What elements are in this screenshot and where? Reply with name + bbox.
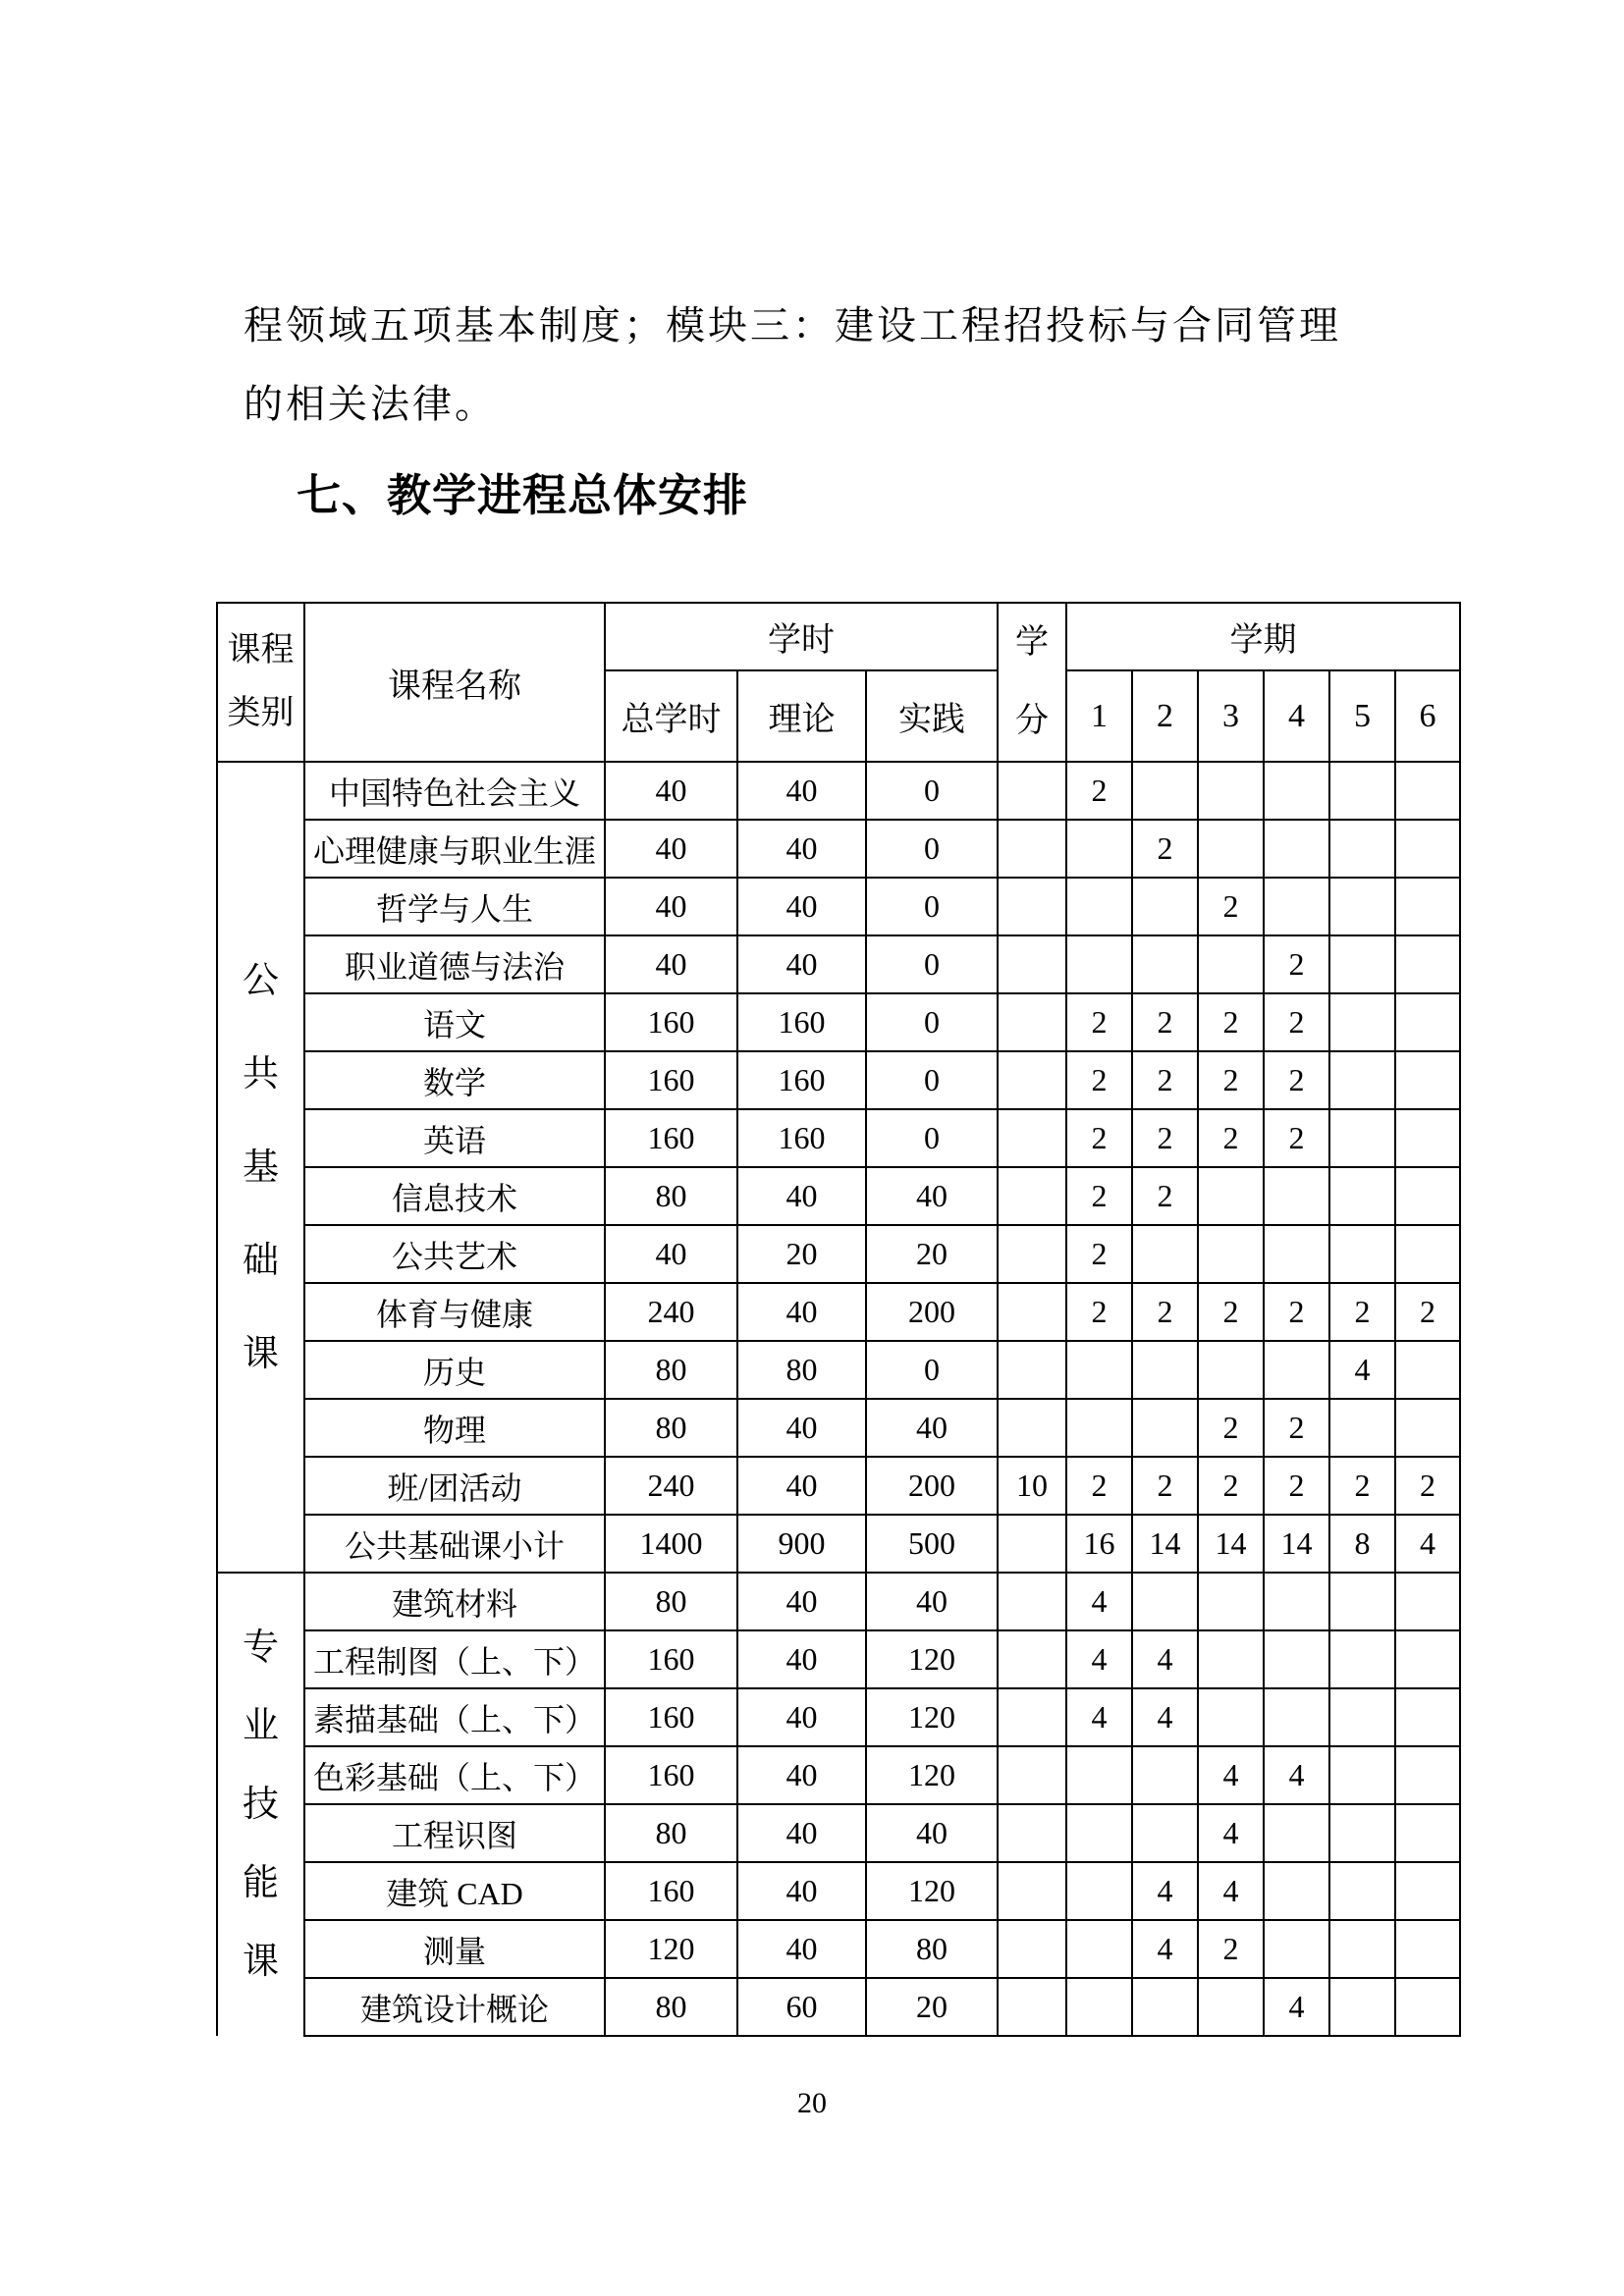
semester-3-cell: [1198, 1630, 1264, 1688]
table-row: [217, 1920, 1460, 1978]
header-credits: 学分: [998, 603, 1066, 762]
semester-6-cell: [1395, 1109, 1460, 1167]
semester-5-cell: [1329, 1573, 1395, 1630]
header-semester-2: 2: [1132, 670, 1198, 762]
semester-2-cell: 2: [1132, 1457, 1198, 1515]
table-row: [217, 878, 1460, 935]
course-name-cell: 公共艺术: [304, 1225, 605, 1283]
credits-cell: [998, 1862, 1066, 1920]
table-row: [217, 1225, 1460, 1283]
credits-cell: [998, 1573, 1066, 1630]
practice-hours-cell: 40: [866, 1804, 998, 1862]
practice-hours-cell: 0: [866, 1051, 998, 1109]
semester-4-cell: 2: [1264, 1399, 1329, 1457]
semester-6-cell: 4: [1395, 1515, 1460, 1573]
credits-cell: [998, 1341, 1066, 1399]
semester-3-cell: [1198, 1978, 1264, 2036]
header-hours: 学时: [605, 603, 998, 670]
practice-hours-cell: 0: [866, 820, 998, 878]
semester-3-cell: 2: [1198, 1109, 1264, 1167]
semester-2-cell: 2: [1132, 1109, 1198, 1167]
credits-cell: [998, 1630, 1066, 1688]
total-hours-cell: 160: [605, 1630, 737, 1688]
semester-2-cell: [1132, 1399, 1198, 1457]
semester-6-cell: 2: [1395, 1457, 1460, 1515]
table-row: [217, 1283, 1460, 1341]
semester-6-cell: [1395, 1167, 1460, 1225]
semester-6-cell: [1395, 1341, 1460, 1399]
semester-6-cell: [1395, 1862, 1460, 1920]
semester-3-cell: 14: [1198, 1515, 1264, 1573]
header-semester-5: 5: [1329, 670, 1395, 762]
semester-4-cell: [1264, 1573, 1329, 1630]
semester-4-cell: [1264, 1167, 1329, 1225]
semester-5-cell: [1329, 820, 1395, 878]
table-row: [217, 1573, 1460, 1630]
semester-5-cell: 2: [1329, 1283, 1395, 1341]
semester-4-cell: 2: [1264, 1283, 1329, 1341]
semester-5-cell: [1329, 762, 1395, 820]
semester-3-cell: 4: [1198, 1862, 1264, 1920]
course-name-cell: 英语: [304, 1109, 605, 1167]
semester-6-cell: [1395, 1746, 1460, 1804]
total-hours-cell: 160: [605, 1688, 737, 1746]
semester-3-cell: 2: [1198, 1399, 1264, 1457]
semester-6-cell: [1395, 1573, 1460, 1630]
total-hours-cell: 80: [605, 1804, 737, 1862]
semester-3-cell: 2: [1198, 1457, 1264, 1515]
semester-1-cell: [1066, 1804, 1132, 1862]
semester-1-cell: 4: [1066, 1573, 1132, 1630]
total-hours-cell: 80: [605, 1399, 737, 1457]
theory-hours-cell: 40: [737, 1399, 866, 1457]
practice-hours-cell: 120: [866, 1688, 998, 1746]
theory-hours-cell: 40: [737, 1457, 866, 1515]
course-name-cell: 公共基础课小计: [304, 1515, 605, 1573]
header-semester-1: 1: [1066, 670, 1132, 762]
table-row: [217, 1978, 1460, 2036]
total-hours-cell: 80: [605, 1573, 737, 1630]
course-name-cell: 语文: [304, 993, 605, 1051]
semester-4-cell: [1264, 1341, 1329, 1399]
semester-2-cell: [1132, 935, 1198, 993]
semester-1-cell: 2: [1066, 1225, 1132, 1283]
semester-6-cell: [1395, 1399, 1460, 1457]
table-row: [217, 762, 1460, 820]
semester-3-cell: 2: [1198, 1051, 1264, 1109]
credits-cell: [998, 1225, 1066, 1283]
semester-1-cell: 2: [1066, 762, 1132, 820]
practice-hours-cell: 80: [866, 1920, 998, 1978]
header-theory: 理论: [737, 670, 866, 762]
theory-hours-cell: 40: [737, 762, 866, 820]
theory-hours-cell: 40: [737, 820, 866, 878]
semester-2-cell: 2: [1132, 820, 1198, 878]
semester-4-cell: 2: [1264, 1457, 1329, 1515]
semester-4-cell: [1264, 820, 1329, 878]
course-name-cell: 班/团活动: [304, 1457, 605, 1515]
course-name-cell: 建筑材料: [304, 1573, 605, 1630]
semester-6-cell: [1395, 762, 1460, 820]
semester-3-cell: 4: [1198, 1746, 1264, 1804]
credits-cell: [998, 1283, 1066, 1341]
semester-3-cell: [1198, 1573, 1264, 1630]
semester-5-cell: [1329, 878, 1395, 935]
credits-cell: [998, 1688, 1066, 1746]
practice-hours-cell: 120: [866, 1862, 998, 1920]
course-name-cell: 色彩基础（上、下）: [304, 1746, 605, 1804]
semester-6-cell: [1395, 1688, 1460, 1746]
semester-6-cell: [1395, 1978, 1460, 2036]
semester-5-cell: [1329, 1862, 1395, 1920]
table-row: [217, 935, 1460, 993]
semester-1-cell: [1066, 1978, 1132, 2036]
semester-1-cell: [1066, 935, 1132, 993]
course-name-cell: 素描基础（上、下）: [304, 1688, 605, 1746]
table-row: [217, 1109, 1460, 1167]
total-hours-cell: 40: [605, 820, 737, 878]
practice-hours-cell: 40: [866, 1167, 998, 1225]
total-hours-cell: 80: [605, 1341, 737, 1399]
semester-5-cell: [1329, 1746, 1395, 1804]
semester-1-cell: 2: [1066, 1109, 1132, 1167]
semester-6-cell: [1395, 993, 1460, 1051]
practice-hours-cell: 200: [866, 1457, 998, 1515]
table-row: [217, 1862, 1460, 1920]
semester-5-cell: [1329, 1920, 1395, 1978]
total-hours-cell: 40: [605, 878, 737, 935]
course-table-body: [217, 762, 1460, 2036]
semester-4-cell: 4: [1264, 1746, 1329, 1804]
semester-1-cell: 2: [1066, 993, 1132, 1051]
total-hours-cell: 160: [605, 1109, 737, 1167]
semester-4-cell: [1264, 1804, 1329, 1862]
semester-4-cell: [1264, 762, 1329, 820]
course-name-cell: 建筑 CAD: [304, 1862, 605, 1920]
semester-1-cell: [1066, 1341, 1132, 1399]
semester-2-cell: [1132, 1573, 1198, 1630]
semester-5-cell: [1329, 1804, 1395, 1862]
semester-3-cell: 2: [1198, 1283, 1264, 1341]
semester-5-cell: [1329, 1630, 1395, 1688]
total-hours-cell: 240: [605, 1283, 737, 1341]
semester-2-cell: [1132, 1746, 1198, 1804]
section-heading: 七、教学进程总体安排: [297, 470, 749, 520]
semester-4-cell: [1264, 1630, 1329, 1688]
table-row: [217, 1515, 1460, 1573]
table-row: [217, 993, 1460, 1051]
paragraph-line: 程领域五项基本制度；模块三：建设工程招投标与合同管理: [244, 303, 1341, 347]
header-course-name: 课程名称: [304, 603, 605, 762]
semester-4-cell: 2: [1264, 1109, 1329, 1167]
semester-6-cell: [1395, 935, 1460, 993]
header-course-category: 课程类别: [217, 603, 304, 762]
semester-2-cell: [1132, 878, 1198, 935]
credits-cell: [998, 878, 1066, 935]
semester-1-cell: 2: [1066, 1167, 1132, 1225]
semester-6-cell: [1395, 1920, 1460, 1978]
semester-3-cell: 2: [1198, 993, 1264, 1051]
course-name-cell: 工程制图（上、下）: [304, 1630, 605, 1688]
credits-cell: [998, 1051, 1066, 1109]
semester-5-cell: [1329, 1688, 1395, 1746]
semester-1-cell: 2: [1066, 1457, 1132, 1515]
semester-4-cell: [1264, 1862, 1329, 1920]
table-row: [217, 1167, 1460, 1225]
semester-2-cell: [1132, 1978, 1198, 2036]
credits-cell: [998, 762, 1066, 820]
semester-3-cell: [1198, 935, 1264, 993]
theory-hours-cell: 40: [737, 878, 866, 935]
credits-cell: [998, 1804, 1066, 1862]
credits-cell: 10: [998, 1457, 1066, 1515]
theory-hours-cell: 40: [737, 1920, 866, 1978]
header-semester-3: 3: [1198, 670, 1264, 762]
total-hours-cell: 160: [605, 1862, 737, 1920]
course-name-cell: 测量: [304, 1920, 605, 1978]
practice-hours-cell: 200: [866, 1283, 998, 1341]
total-hours-cell: 240: [605, 1457, 737, 1515]
header-semester-4: 4: [1264, 670, 1329, 762]
semester-2-cell: 2: [1132, 993, 1198, 1051]
paragraph-line: 的相关法律。: [244, 382, 497, 426]
credits-cell: [998, 1920, 1066, 1978]
total-hours-cell: 80: [605, 1167, 737, 1225]
theory-hours-cell: 40: [737, 1862, 866, 1920]
semester-1-cell: [1066, 1920, 1132, 1978]
semester-1-cell: [1066, 878, 1132, 935]
course-name-cell: 工程识图: [304, 1804, 605, 1862]
semester-1-cell: [1066, 1399, 1132, 1457]
page-number: 20: [797, 2087, 827, 2119]
semester-5-cell: [1329, 935, 1395, 993]
semester-5-cell: [1329, 1167, 1395, 1225]
theory-hours-cell: 40: [737, 1688, 866, 1746]
category-cell: [217, 1573, 304, 2036]
theory-hours-cell: 900: [737, 1515, 866, 1573]
semester-3-cell: [1198, 1225, 1264, 1283]
semester-1-cell: 2: [1066, 1283, 1132, 1341]
practice-hours-cell: 40: [866, 1399, 998, 1457]
semester-5-cell: [1329, 1399, 1395, 1457]
curriculum-table: [216, 602, 1461, 2037]
total-hours-cell: 1400: [605, 1515, 737, 1573]
semester-1-cell: 2: [1066, 1051, 1132, 1109]
credits-cell: [998, 1109, 1066, 1167]
theory-hours-cell: 40: [737, 1167, 866, 1225]
practice-hours-cell: 120: [866, 1746, 998, 1804]
practice-hours-cell: 0: [866, 935, 998, 993]
credits-cell: [998, 1399, 1066, 1457]
total-hours-cell: 40: [605, 762, 737, 820]
semester-2-cell: 4: [1132, 1920, 1198, 1978]
theory-hours-cell: 40: [737, 1573, 866, 1630]
credits-cell: [998, 820, 1066, 878]
semester-2-cell: [1132, 1225, 1198, 1283]
course-name-cell: 心理健康与职业生涯: [304, 820, 605, 878]
semester-1-cell: 4: [1066, 1630, 1132, 1688]
course-name-cell: 信息技术: [304, 1167, 605, 1225]
semester-3-cell: [1198, 762, 1264, 820]
semester-1-cell: 4: [1066, 1688, 1132, 1746]
theory-hours-cell: 40: [737, 1804, 866, 1862]
course-name-cell: 体育与健康: [304, 1283, 605, 1341]
semester-5-cell: [1329, 1978, 1395, 2036]
semester-3-cell: [1198, 1688, 1264, 1746]
practice-hours-cell: 0: [866, 1109, 998, 1167]
practice-hours-cell: 0: [866, 878, 998, 935]
credits-cell: [998, 1515, 1066, 1573]
semester-1-cell: [1066, 820, 1132, 878]
practice-hours-cell: 0: [866, 1341, 998, 1399]
semester-4-cell: 2: [1264, 1051, 1329, 1109]
theory-hours-cell: 160: [737, 993, 866, 1051]
theory-hours-cell: 80: [737, 1341, 866, 1399]
semester-3-cell: 2: [1198, 878, 1264, 935]
credits-cell: [998, 1167, 1066, 1225]
table-row: [217, 1746, 1460, 1804]
semester-4-cell: 2: [1264, 993, 1329, 1051]
practice-hours-cell: 20: [866, 1978, 998, 2036]
header-semester-6: 6: [1395, 670, 1460, 762]
semester-2-cell: 4: [1132, 1688, 1198, 1746]
semester-6-cell: [1395, 1051, 1460, 1109]
table-row: [217, 1399, 1460, 1457]
course-name-cell: 建筑设计概论: [304, 1978, 605, 2036]
practice-hours-cell: 0: [866, 993, 998, 1051]
total-hours-cell: 120: [605, 1920, 737, 1978]
semester-1-cell: 16: [1066, 1515, 1132, 1573]
semester-5-cell: [1329, 1051, 1395, 1109]
practice-hours-cell: 40: [866, 1573, 998, 1630]
total-hours-cell: 80: [605, 1978, 737, 2036]
semester-3-cell: [1198, 1167, 1264, 1225]
course-name-cell: 中国特色社会主义: [304, 762, 605, 820]
course-name-cell: 哲学与人生: [304, 878, 605, 935]
header-practice: 实践: [866, 670, 998, 762]
table-row: [217, 1457, 1460, 1515]
semester-5-cell: [1329, 1109, 1395, 1167]
semester-5-cell: 4: [1329, 1341, 1395, 1399]
category-cell: [217, 762, 304, 1573]
semester-2-cell: 2: [1132, 1051, 1198, 1109]
total-hours-cell: 40: [605, 1225, 737, 1283]
semester-6-cell: [1395, 1630, 1460, 1688]
semester-3-cell: [1198, 1341, 1264, 1399]
credits-cell: [998, 993, 1066, 1051]
practice-hours-cell: 120: [866, 1630, 998, 1688]
semester-2-cell: 4: [1132, 1862, 1198, 1920]
semester-5-cell: [1329, 993, 1395, 1051]
credits-cell: [998, 935, 1066, 993]
practice-hours-cell: 20: [866, 1225, 998, 1283]
semester-4-cell: 14: [1264, 1515, 1329, 1573]
semester-2-cell: 14: [1132, 1515, 1198, 1573]
semester-6-cell: [1395, 878, 1460, 935]
semester-6-cell: [1395, 1804, 1460, 1862]
table-row: [217, 1688, 1460, 1746]
theory-hours-cell: 40: [737, 1283, 866, 1341]
credits-cell: [998, 1746, 1066, 1804]
semester-6-cell: 2: [1395, 1283, 1460, 1341]
header-total-hours: 总学时: [605, 670, 737, 762]
semester-4-cell: [1264, 1225, 1329, 1283]
semester-1-cell: [1066, 1862, 1132, 1920]
theory-hours-cell: 160: [737, 1109, 866, 1167]
header-row-1: [217, 603, 1460, 670]
body-paragraph: [244, 287, 1412, 444]
semester-2-cell: 2: [1132, 1167, 1198, 1225]
total-hours-cell: 160: [605, 1051, 737, 1109]
table-row: [217, 1341, 1460, 1399]
semester-2-cell: 4: [1132, 1630, 1198, 1688]
theory-hours-cell: 40: [737, 1630, 866, 1688]
table-row: [217, 820, 1460, 878]
theory-hours-cell: 40: [737, 1746, 866, 1804]
semester-5-cell: [1329, 1225, 1395, 1283]
semester-4-cell: [1264, 1920, 1329, 1978]
semester-6-cell: [1395, 820, 1460, 878]
total-hours-cell: 40: [605, 935, 737, 993]
table-row: [217, 1804, 1460, 1862]
theory-hours-cell: 60: [737, 1978, 866, 2036]
practice-hours-cell: 0: [866, 762, 998, 820]
semester-4-cell: [1264, 878, 1329, 935]
semester-2-cell: [1132, 762, 1198, 820]
semester-2-cell: [1132, 1341, 1198, 1399]
semester-3-cell: 4: [1198, 1804, 1264, 1862]
course-name-cell: 职业道德与法治: [304, 935, 605, 993]
course-name-cell: 数学: [304, 1051, 605, 1109]
semester-1-cell: [1066, 1746, 1132, 1804]
theory-hours-cell: 40: [737, 935, 866, 993]
course-name-cell: 物理: [304, 1399, 605, 1457]
semester-4-cell: 2: [1264, 935, 1329, 993]
semester-3-cell: 2: [1198, 1920, 1264, 1978]
category-label: 专业技能课: [243, 1627, 279, 1982]
semester-3-cell: [1198, 820, 1264, 878]
table-row: [217, 1051, 1460, 1109]
theory-hours-cell: 160: [737, 1051, 866, 1109]
theory-hours-cell: 20: [737, 1225, 866, 1283]
semester-2-cell: 2: [1132, 1283, 1198, 1341]
credits-cell: [998, 1978, 1066, 2036]
semester-5-cell: 2: [1329, 1457, 1395, 1515]
total-hours-cell: 160: [605, 993, 737, 1051]
semester-2-cell: [1132, 1804, 1198, 1862]
semester-6-cell: [1395, 1225, 1460, 1283]
course-name-cell: 历史: [304, 1341, 605, 1399]
semester-5-cell: 8: [1329, 1515, 1395, 1573]
table-row: [217, 1630, 1460, 1688]
semester-4-cell: 4: [1264, 1978, 1329, 2036]
header-semester: 学期: [1066, 603, 1460, 670]
semester-4-cell: [1264, 1688, 1329, 1746]
practice-hours-cell: 500: [866, 1515, 998, 1573]
total-hours-cell: 160: [605, 1746, 737, 1804]
category-label: 公共基础课: [243, 960, 279, 1374]
